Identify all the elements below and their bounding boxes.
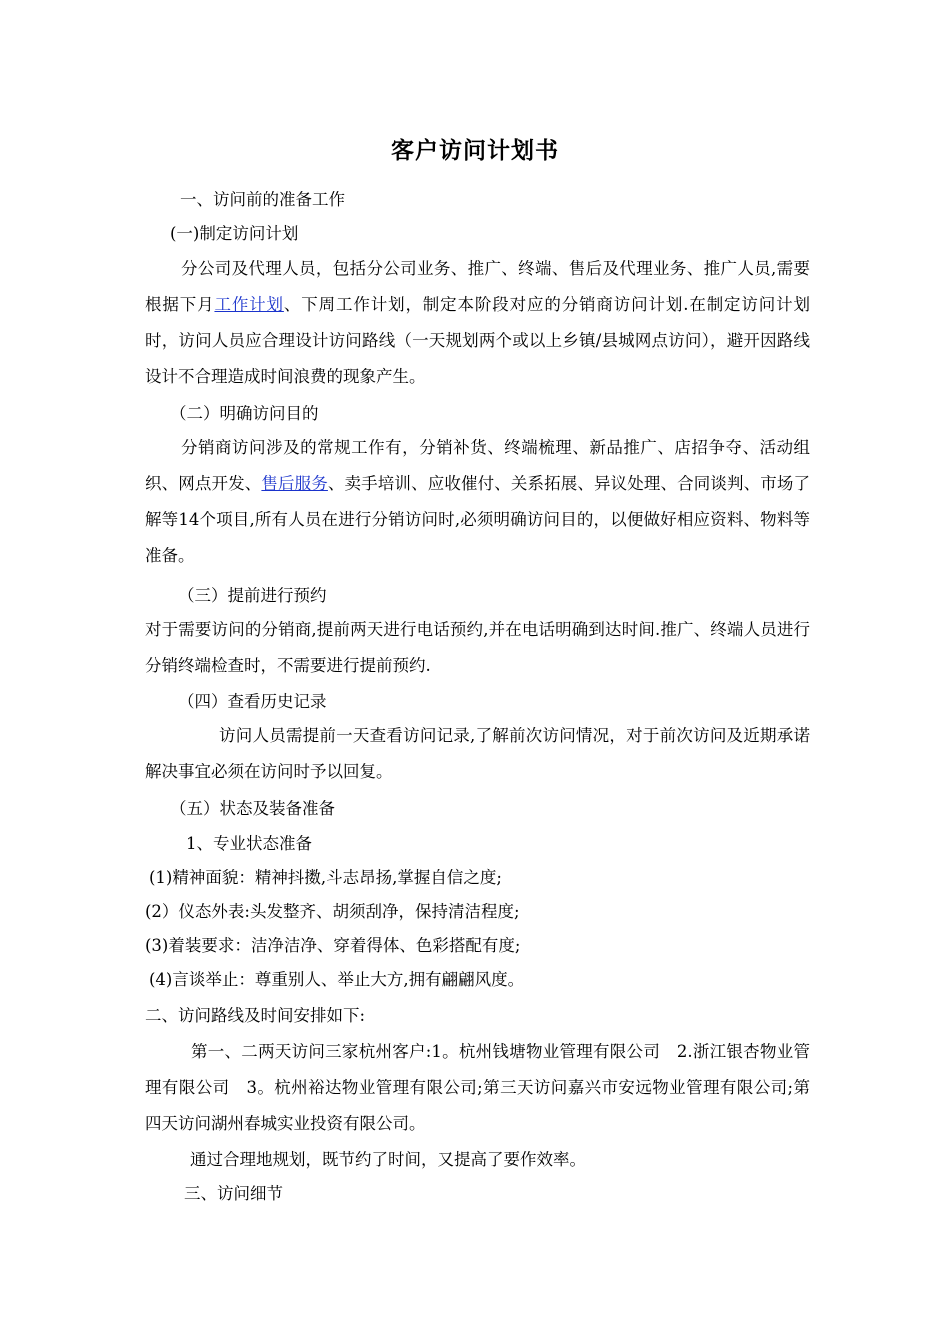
page-title: 客户访问计划书 (391, 138, 559, 164)
subheading-history: （四）查看历史记录 (178, 692, 327, 711)
paragraph-text: 、卖手培训、应收催付、关系拓展、异议处理、合同谈判、市场了解等14个项目,所有人员在进行分销访问时,必须明确访问目的，以便做好相应资料、物料等准备。 (145, 474, 811, 565)
section-heading-preparation: 一、访问前的准备工作 (180, 190, 345, 209)
paragraph-text: 分销商访问涉及的常规工作有，分销补货、终端梳理、新品推广、店招争夺、活动组织、网点开发、 (145, 438, 810, 493)
paragraph-text: 分公司及代理人员，包括分公司业务、推广、终端、售后及代理业务、推广人员,需要根据下月 (145, 259, 810, 314)
list-item: (1)精神面貌：精神抖擞,斗志昂扬,掌握自信之度; (149, 868, 502, 887)
list-item: (4)言谈举止：尊重别人、举止大方,拥有翩翩风度。 (149, 970, 525, 989)
subheading-visit-purpose: （二）明确访问目的 (170, 404, 319, 423)
section-heading-route: 二、访问路线及时间安排如下: (145, 1006, 366, 1025)
paragraph-history: 访问人员需提前一天查看访问记录,了解前次访问情况，对于前次访问及近期承诺解决事宜必须在访问时予以回复。 (145, 726, 810, 781)
paragraph-visit-purpose (145, 430, 810, 574)
list-item: (3)着装要求：洁净洁净、穿着得体、色彩搭配有度; (145, 936, 521, 955)
paragraph-route: 第一、二两天访问三家杭州客户:1。杭州钱塘物业管理有限公司 2.浙江银杏物业管理有限公司 3。杭州裕达物业管理有限公司;第三天访问嘉兴市安远物业管理有限公司;第四天访问湖州春城实业投资有限公司。 (145, 1042, 810, 1133)
subheading-professional-status: 1、专业状态准备 (186, 834, 312, 853)
list-item: (2）仪态外表:头发整齐、胡须刮净，保持清洁程度; (145, 902, 520, 921)
paragraph-route-summary: 通过合理地规划，既节约了时间，又提高了要作效率。 (190, 1150, 586, 1169)
subheading-status-equipment: （五）状态及装备准备 (170, 799, 335, 818)
paragraph-appointment: 对于需要访问的分销商,提前两天进行电话预约,并在电话明确到达时间.推广、终端人员进行分销终端检查时，不需要进行提前预约. (145, 620, 810, 675)
paragraph-make-plan (145, 251, 810, 395)
section-heading-details: 三、访问细节 (184, 1184, 283, 1203)
paragraph-text: 、下周工作计划，制定本阶段对应的分销商访问计划.在制定访问计划时，访问人员应合理设计访问路线（一天规划两个或以上乡镇/县城网点访问），避开因路线设计不合理造成时间浪费的现象产生。 (145, 295, 811, 386)
after-sales-service-link[interactable]: 售后服务 (261, 474, 328, 493)
subheading-appointment: （三）提前进行预约 (178, 586, 327, 605)
subheading-make-plan: (一)制定访问计划 (170, 224, 299, 243)
work-plan-link[interactable]: 工作计划 (214, 295, 284, 314)
